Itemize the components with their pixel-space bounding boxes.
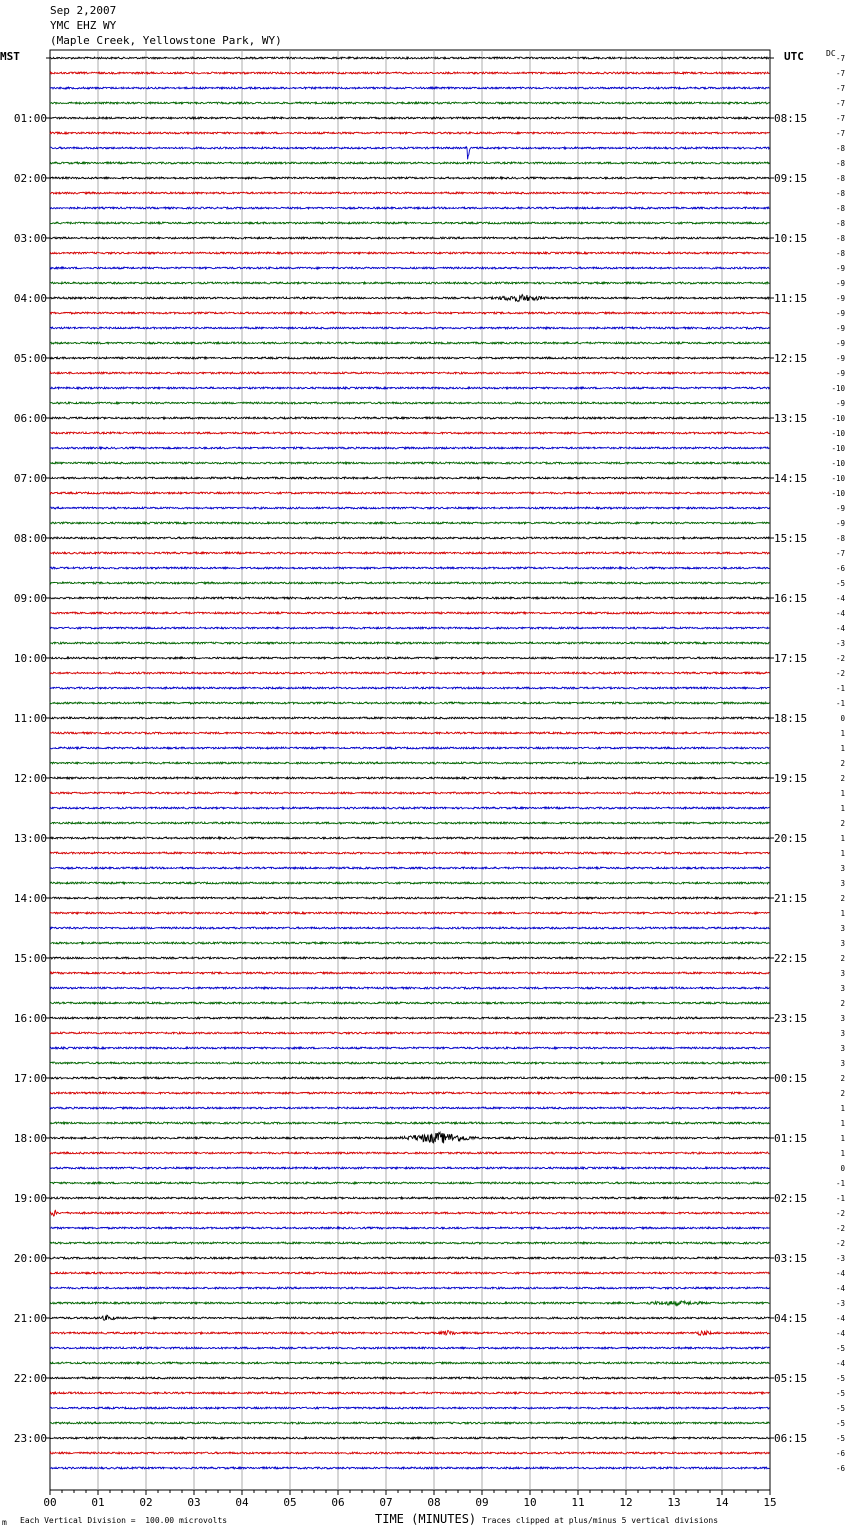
- dc-offset-label: 2: [840, 1074, 845, 1083]
- x-tick-label: 09: [475, 1496, 489, 1509]
- dc-offset-label: -9: [835, 519, 845, 528]
- trace-54: [50, 867, 769, 869]
- trace-70: [50, 1107, 769, 1109]
- trace-2: [50, 87, 769, 89]
- utc-hour-label: 03:15: [774, 1252, 808, 1265]
- dc-offset-label: -4: [835, 1284, 845, 1293]
- right-timezone-label: UTC: [784, 50, 804, 63]
- trace-32: [50, 537, 769, 539]
- trace-19: [50, 342, 769, 344]
- trace-58: [50, 927, 769, 929]
- utc-hour-label: 14:15: [774, 472, 808, 485]
- trace-47: [50, 762, 769, 764]
- trace-79: [50, 1242, 769, 1244]
- utc-hour-label: 22:15: [774, 952, 808, 965]
- mst-hour-label: 11:00: [13, 712, 47, 725]
- trace-72: [50, 1132, 769, 1143]
- dc-offset-label: 2: [840, 774, 845, 783]
- trace-3: [50, 102, 769, 104]
- trace-86: [50, 1347, 769, 1349]
- trace-71: [50, 1122, 769, 1124]
- utc-hour-label: 19:15: [774, 772, 808, 785]
- corner-mark: m: [2, 1518, 7, 1527]
- trace-77: [50, 1210, 769, 1216]
- dc-offset-label: -7: [835, 54, 845, 63]
- trace-49: [50, 792, 769, 794]
- scale-note: Each Vertical Division = 100.00 microvolts: [20, 1516, 228, 1525]
- x-tick-label: 06: [331, 1496, 345, 1509]
- trace-23: [50, 402, 769, 404]
- dc-offset-label: 3: [840, 939, 845, 948]
- dc-offset-label: -8: [835, 189, 845, 198]
- mst-hour-label: 14:00: [13, 892, 47, 905]
- dc-offset-label: -5: [835, 1419, 845, 1428]
- trace-55: [50, 882, 769, 884]
- trace-53: [50, 852, 769, 854]
- trace-6: [50, 147, 769, 160]
- trace-65: [50, 1032, 769, 1034]
- x-axis-title: TIME (MINUTES): [375, 1512, 477, 1526]
- dc-offset-label: 3: [840, 1014, 845, 1023]
- trace-8: [50, 177, 769, 179]
- utc-hour-label: 08:15: [774, 112, 808, 125]
- trace-21: [50, 372, 769, 374]
- dc-offset-label: 3: [840, 1029, 845, 1038]
- trace-38: [50, 627, 769, 629]
- trace-80: [50, 1257, 769, 1259]
- mst-hour-label: 09:00: [13, 592, 47, 605]
- trace-50: [50, 807, 769, 809]
- trace-60: [50, 957, 769, 959]
- trace-48: [50, 777, 769, 779]
- dc-offset-label: 3: [840, 1044, 845, 1053]
- mst-hour-label: 18:00: [13, 1132, 47, 1145]
- trace-36: [50, 597, 769, 599]
- trace-39: [50, 642, 769, 644]
- trace-51: [50, 822, 769, 824]
- dc-offset-label: -8: [835, 534, 845, 543]
- dc-offset-label: 3: [840, 969, 845, 978]
- mst-hour-label: 04:00: [13, 292, 47, 305]
- mst-hour-label: 13:00: [13, 832, 47, 845]
- x-tick-label: 02: [139, 1496, 153, 1509]
- trace-43: [50, 702, 769, 704]
- utc-hour-label: 04:15: [774, 1312, 808, 1325]
- trace-68: [50, 1077, 769, 1079]
- trace-84: [50, 1315, 769, 1320]
- trace-18: [50, 327, 769, 329]
- dc-offset-label: -3: [835, 639, 845, 648]
- trace-59: [50, 942, 769, 944]
- trace-88: [50, 1377, 769, 1379]
- utc-hour-label: 23:15: [774, 1012, 808, 1025]
- dc-offset-label: -7: [835, 69, 845, 78]
- dc-offset-label: -5: [835, 579, 845, 588]
- mst-hour-label: 07:00: [13, 472, 47, 485]
- dc-offset-label: -8: [835, 249, 845, 258]
- dc-offset-label: 2: [840, 819, 845, 828]
- mst-hour-label: 19:00: [13, 1192, 47, 1205]
- dc-offset-label: -9: [835, 264, 845, 273]
- trace-75: [50, 1182, 769, 1184]
- trace-28: [50, 477, 769, 479]
- trace-69: [50, 1092, 769, 1094]
- trace-29: [50, 492, 769, 494]
- trace-46: [50, 747, 769, 749]
- trace-41: [50, 672, 769, 674]
- dc-offset-label: 3: [840, 879, 845, 888]
- trace-64: [50, 1017, 769, 1019]
- dc-offset-label: -7: [835, 99, 845, 108]
- trace-20: [50, 357, 769, 359]
- trace-78: [50, 1227, 769, 1229]
- trace-52: [50, 837, 769, 839]
- mst-hour-label: 01:00: [13, 112, 47, 125]
- trace-83: [50, 1301, 769, 1306]
- dc-offset-label: -4: [835, 1269, 845, 1278]
- dc-offset-label: -8: [835, 204, 845, 213]
- dc-offset-label: 1: [840, 744, 845, 753]
- trace-89: [50, 1392, 769, 1394]
- utc-hour-label: 02:15: [774, 1192, 808, 1205]
- trace-13: [50, 252, 769, 254]
- trace-4: [50, 117, 769, 119]
- clip-note: Traces clipped at plus/minus 5 vertical divisions: [482, 1516, 719, 1525]
- dc-offset-label: -1: [835, 699, 845, 708]
- mst-hour-label: 06:00: [13, 412, 47, 425]
- mst-hour-label: 16:00: [13, 1012, 47, 1025]
- trace-81: [50, 1272, 769, 1274]
- mst-hour-label: 23:00: [13, 1432, 47, 1445]
- dc-offset-label: -3: [835, 1254, 845, 1263]
- dc-offset-label: -4: [835, 1314, 845, 1323]
- header-date: Sep 2,2007: [50, 4, 117, 17]
- trace-0: [50, 57, 769, 59]
- dc-offset-label: 3: [840, 924, 845, 933]
- trace-35: [50, 582, 769, 584]
- dc-offset-label: -8: [835, 234, 845, 243]
- dc-offset-label: -3: [835, 1299, 845, 1308]
- dc-offset-label: -2: [835, 1224, 845, 1233]
- dc-offset-label: 2: [840, 759, 845, 768]
- dc-offset-label: -9: [835, 279, 845, 288]
- trace-62: [50, 987, 769, 989]
- dc-offset-label: 3: [840, 1059, 845, 1068]
- dc-offset-label: 2: [840, 894, 845, 903]
- trace-57: [50, 912, 769, 914]
- utc-hour-label: 11:15: [774, 292, 808, 305]
- trace-27: [50, 462, 769, 464]
- dc-offset-label: -7: [835, 549, 845, 558]
- trace-63: [50, 1002, 769, 1004]
- dc-offset-label: -5: [835, 1344, 845, 1353]
- x-tick-label: 07: [379, 1496, 393, 1509]
- dc-offset-label: -9: [835, 399, 845, 408]
- utc-hour-label: 13:15: [774, 412, 808, 425]
- trace-5: [50, 132, 769, 134]
- trace-33: [50, 552, 769, 554]
- dc-offset-label: 1: [840, 729, 845, 738]
- dc-offset-label: -2: [835, 1239, 845, 1248]
- mst-hour-label: 17:00: [13, 1072, 47, 1085]
- trace-85: [50, 1330, 769, 1335]
- trace-44: [50, 717, 769, 719]
- trace-61: [50, 972, 769, 974]
- x-tick-label: 10: [523, 1496, 537, 1509]
- header-location: (Maple Creek, Yellowstone Park, WY): [50, 34, 282, 47]
- dc-offset-label: -5: [835, 1389, 845, 1398]
- trace-12: [50, 237, 769, 239]
- mst-hour-label: 08:00: [13, 532, 47, 545]
- dc-offset-label: -2: [835, 1209, 845, 1218]
- mst-hour-label: 22:00: [13, 1372, 47, 1385]
- trace-7: [50, 162, 769, 164]
- dc-offset-label: -9: [835, 504, 845, 513]
- dc-offset-label: -10: [831, 489, 845, 498]
- dc-offset-label: -7: [835, 84, 845, 93]
- trace-15: [50, 282, 769, 284]
- dc-offset-label: -8: [835, 219, 845, 228]
- trace-73: [50, 1152, 769, 1154]
- trace-16: [50, 295, 769, 302]
- dc-offset-label: 1: [840, 1119, 845, 1128]
- dc-offset-label: -4: [835, 594, 845, 603]
- trace-94: [50, 1467, 769, 1469]
- dc-label: DC: [826, 49, 836, 58]
- utc-hour-label: 00:15: [774, 1072, 808, 1085]
- trace-31: [50, 522, 769, 524]
- dc-offset-label: -7: [835, 114, 845, 123]
- trace-14: [50, 267, 769, 269]
- mst-hour-label: 05:00: [13, 352, 47, 365]
- dc-offset-label: -9: [835, 369, 845, 378]
- x-tick-label: 00: [43, 1496, 57, 1509]
- dc-offset-label: -8: [835, 159, 845, 168]
- mst-hour-label: 20:00: [13, 1252, 47, 1265]
- trace-82: [50, 1287, 769, 1289]
- x-tick-label: 15: [763, 1496, 777, 1509]
- dc-offset-label: -6: [835, 564, 845, 573]
- trace-56: [50, 897, 769, 899]
- dc-offset-label: -10: [831, 474, 845, 483]
- dc-offset-label: 0: [840, 714, 845, 723]
- dc-offset-label: -6: [835, 1449, 845, 1458]
- utc-hour-label: 21:15: [774, 892, 808, 905]
- dc-offset-label: 1: [840, 834, 845, 843]
- utc-hour-label: 17:15: [774, 652, 808, 665]
- trace-45: [50, 732, 769, 734]
- utc-hour-label: 12:15: [774, 352, 808, 365]
- mst-hour-label: 02:00: [13, 172, 47, 185]
- x-tick-label: 08: [427, 1496, 441, 1509]
- dc-offset-label: -9: [835, 309, 845, 318]
- trace-9: [50, 192, 769, 194]
- utc-hour-label: 16:15: [774, 592, 808, 605]
- dc-offset-label: -4: [835, 1329, 845, 1338]
- x-tick-label: 14: [715, 1496, 729, 1509]
- dc-offset-label: -5: [835, 1434, 845, 1443]
- mst-hour-label: 21:00: [13, 1312, 47, 1325]
- dc-offset-label: -2: [835, 654, 845, 663]
- utc-hour-label: 10:15: [774, 232, 808, 245]
- dc-offset-label: -5: [835, 1404, 845, 1413]
- mst-hour-label: 10:00: [13, 652, 47, 665]
- trace-26: [50, 447, 769, 449]
- dc-offset-label: -10: [831, 459, 845, 468]
- dc-offset-label: -4: [835, 1359, 845, 1368]
- x-tick-label: 05: [283, 1496, 297, 1509]
- header-station: YMC EHZ WY: [50, 19, 117, 32]
- x-tick-label: 04: [235, 1496, 249, 1509]
- x-tick-label: 03: [187, 1496, 201, 1509]
- trace-92: [50, 1437, 769, 1439]
- x-tick-label: 11: [571, 1496, 585, 1509]
- trace-76: [50, 1197, 769, 1199]
- dc-offset-label: -4: [835, 609, 845, 618]
- x-tick-label: 12: [619, 1496, 633, 1509]
- utc-hour-label: 15:15: [774, 532, 808, 545]
- dc-offset-label: 2: [840, 1089, 845, 1098]
- dc-offset-label: -1: [835, 684, 845, 693]
- utc-hour-label: 18:15: [774, 712, 808, 725]
- trace-24: [50, 417, 769, 419]
- dc-offset-label: -7: [835, 129, 845, 138]
- trace-74: [50, 1167, 769, 1169]
- dc-offset-label: -8: [835, 174, 845, 183]
- trace-17: [50, 312, 769, 314]
- dc-offset-label: -9: [835, 354, 845, 363]
- x-tick-label: 13: [667, 1496, 681, 1509]
- dc-offset-label: 1: [840, 1104, 845, 1113]
- dc-offset-label: -4: [835, 624, 845, 633]
- dc-offset-label: -5: [835, 1374, 845, 1383]
- dc-offset-label: 3: [840, 984, 845, 993]
- dc-offset-label: 3: [840, 864, 845, 873]
- utc-hour-label: 05:15: [774, 1372, 808, 1385]
- trace-25: [50, 432, 769, 434]
- utc-hour-label: 20:15: [774, 832, 808, 845]
- dc-offset-label: 1: [840, 849, 845, 858]
- trace-11: [50, 222, 769, 224]
- trace-87: [50, 1362, 769, 1364]
- trace-91: [50, 1422, 769, 1424]
- trace-42: [50, 687, 769, 689]
- dc-offset-label: 1: [840, 1149, 845, 1158]
- dc-offset-label: -10: [831, 429, 845, 438]
- trace-30: [50, 507, 769, 509]
- mst-hour-label: 12:00: [13, 772, 47, 785]
- trace-93: [50, 1452, 769, 1454]
- dc-offset-label: -10: [831, 444, 845, 453]
- trace-37: [50, 612, 769, 614]
- trace-34: [50, 567, 769, 569]
- trace-1: [50, 72, 769, 74]
- dc-offset-label: -9: [835, 339, 845, 348]
- dc-offset-label: 2: [840, 999, 845, 1008]
- trace-40: [50, 657, 769, 659]
- utc-hour-label: 01:15: [774, 1132, 808, 1145]
- dc-offset-label: -10: [831, 414, 845, 423]
- dc-offset-label: -9: [835, 294, 845, 303]
- utc-hour-label: 06:15: [774, 1432, 808, 1445]
- utc-hour-label: 09:15: [774, 172, 808, 185]
- dc-offset-label: -6: [835, 1464, 845, 1473]
- dc-offset-label: 0: [840, 1164, 845, 1173]
- dc-offset-label: -9: [835, 324, 845, 333]
- dc-offset-label: -1: [835, 1194, 845, 1203]
- dc-offset-label: 1: [840, 909, 845, 918]
- mst-hour-label: 15:00: [13, 952, 47, 965]
- dc-offset-label: -2: [835, 669, 845, 678]
- dc-offset-label: -8: [835, 144, 845, 153]
- dc-offset-label: 1: [840, 804, 845, 813]
- trace-10: [50, 207, 769, 209]
- dc-offset-label: 1: [840, 789, 845, 798]
- trace-66: [50, 1047, 769, 1049]
- dc-offset-label: 2: [840, 954, 845, 963]
- dc-offset-label: -1: [835, 1179, 845, 1188]
- trace-67: [50, 1062, 769, 1064]
- trace-22: [50, 387, 769, 389]
- x-tick-label: 01: [91, 1496, 105, 1509]
- dc-offset-label: -10: [831, 384, 845, 393]
- left-timezone-label: MST: [0, 50, 20, 63]
- dc-offset-label: 1: [840, 1134, 845, 1143]
- mst-hour-label: 03:00: [13, 232, 47, 245]
- trace-90: [50, 1407, 769, 1409]
